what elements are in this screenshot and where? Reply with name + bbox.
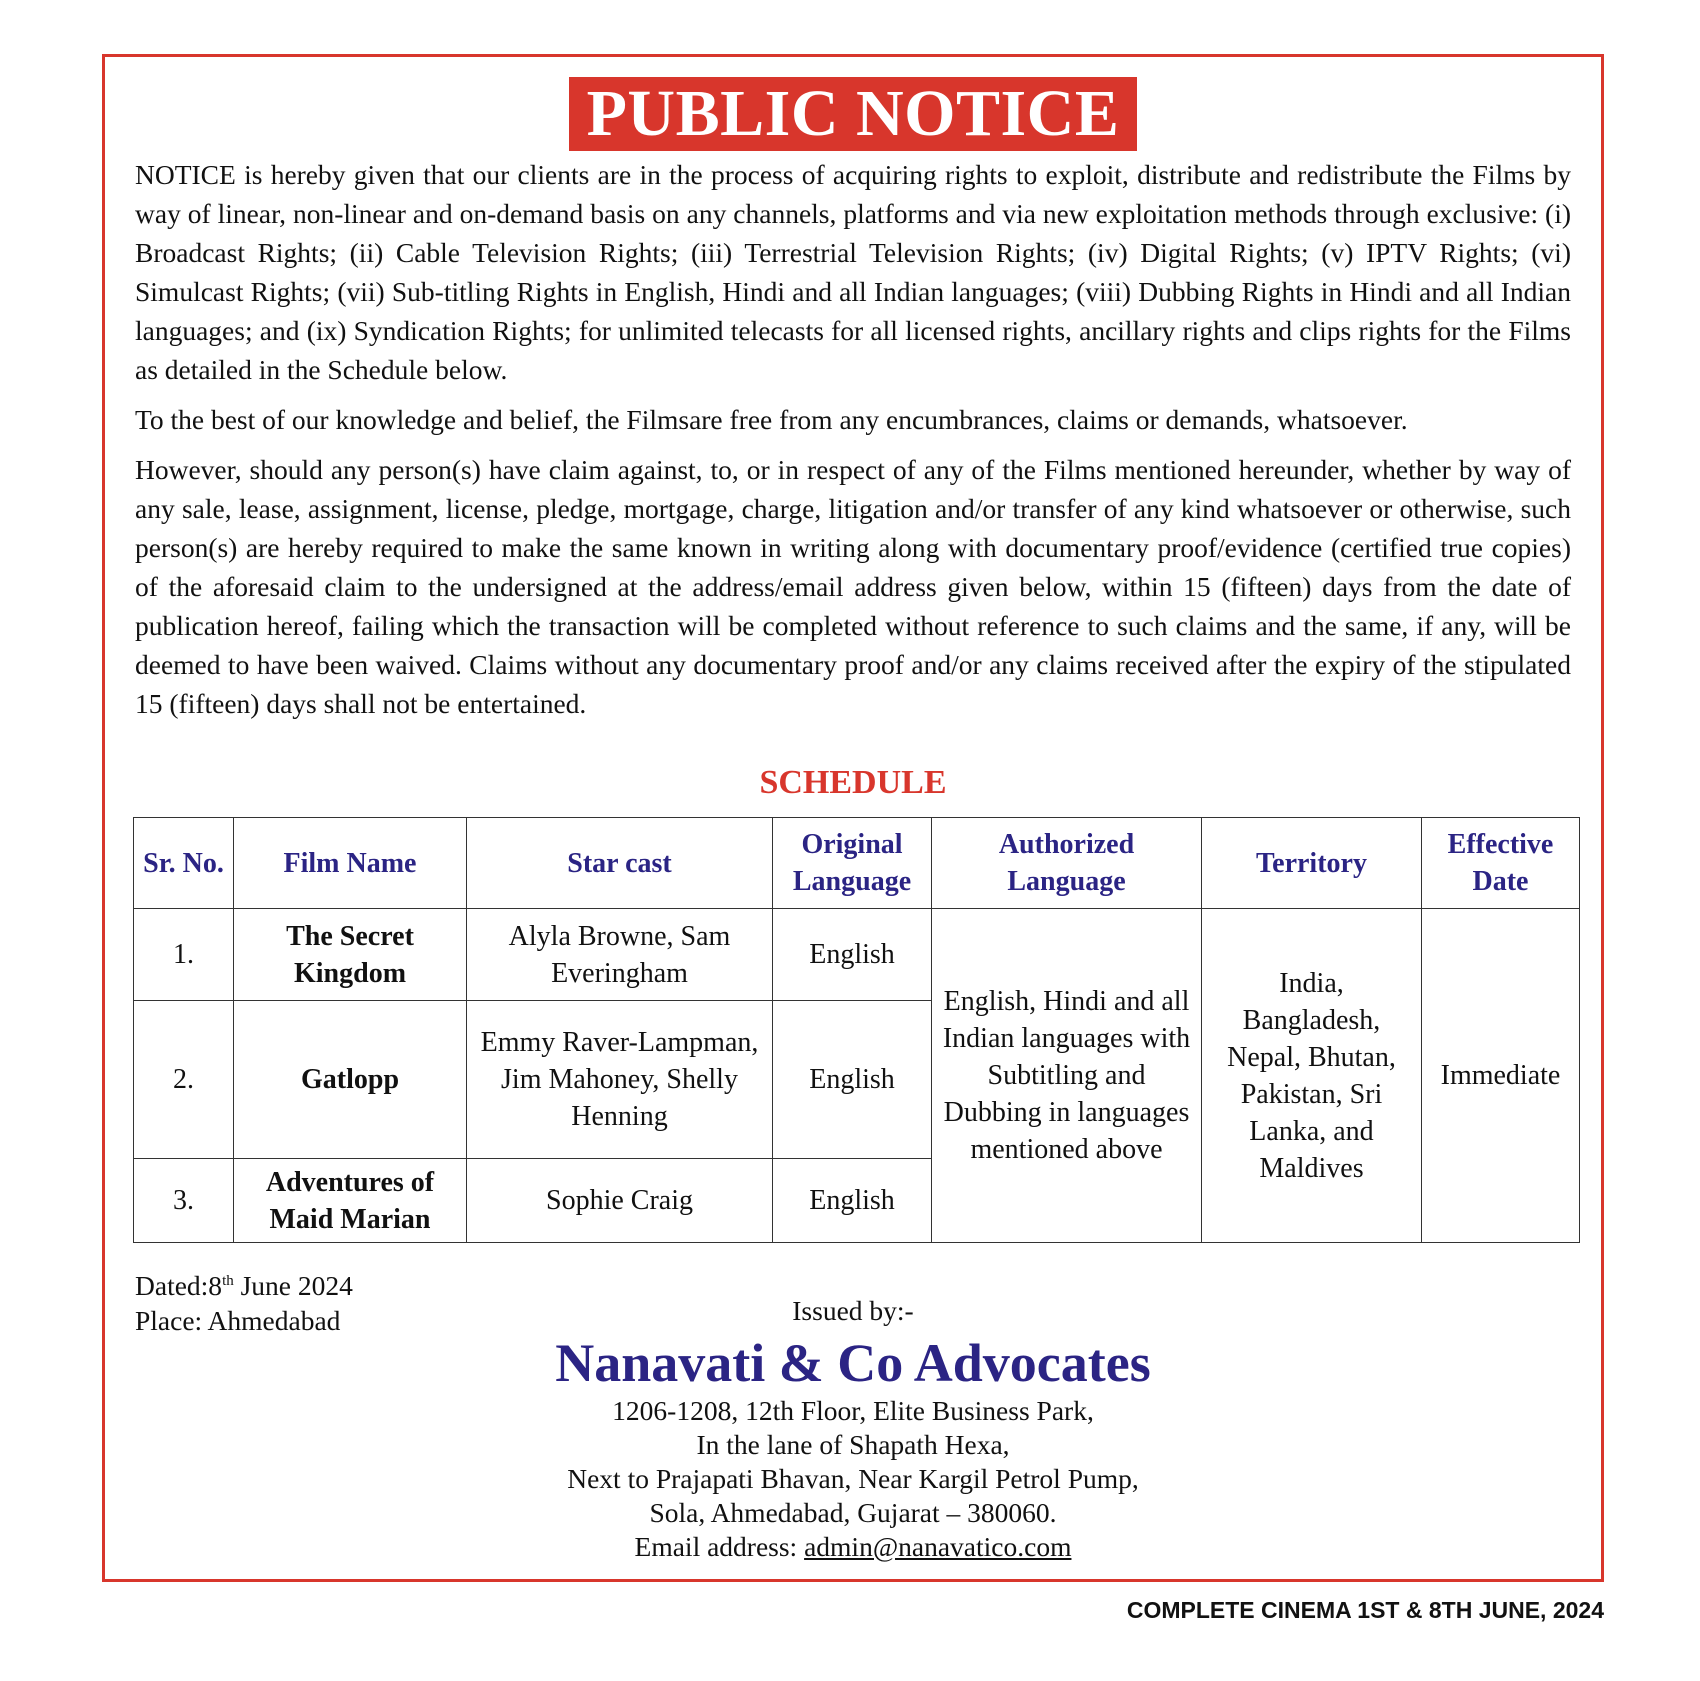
firm-name: Nanavati & Co Advocates bbox=[555, 1333, 1151, 1393]
cell-sr: 2. bbox=[134, 1001, 234, 1159]
cell-film-name: Gatlopp bbox=[234, 1001, 467, 1159]
email-line bbox=[105, 1530, 1601, 1564]
table-row bbox=[134, 909, 1580, 1001]
header-sr-no: Sr. No. bbox=[134, 818, 234, 909]
cell-original-language: English bbox=[773, 1159, 932, 1243]
header-star-cast: Star cast bbox=[467, 818, 773, 909]
cell-star-cast: Sophie Craig bbox=[467, 1159, 773, 1243]
header-film-name: Film Name bbox=[234, 818, 467, 909]
notice-title: PUBLIC NOTICE bbox=[569, 77, 1138, 151]
header-authorized-language: Authorized Language bbox=[932, 818, 1202, 909]
email-label: Email address: bbox=[634, 1531, 805, 1562]
cell-film-name: The Secret Kingdom bbox=[234, 909, 467, 1001]
notice-frame bbox=[102, 54, 1604, 1582]
header-territory: Territory bbox=[1202, 818, 1422, 909]
paragraph-rights: NOTICE is hereby given that our clients are in the process of acquiring rights to exploit, distribute and redistribute the Films by way of linear, non-linear and on-demand basis on any channels, platforms and via new exploitation methods through exclusive: (i) Broadcast Rights; (ii) Cable Television Rights; (iii) Terrestrial Television Rights; (iv) Digital Rights; (v) IPTV Rights; (vi) Simulcast Rights; (vii) Sub-titling Rights in English, Hindi and all Indian languages; (viii) Dubbing Rights in Hindi and all Indian languages; and (ix) Syndication Rights; for unlimited telecasts for all licensed rights, ancillary rights and clips rights for the Films as detailed in the Schedule below. bbox=[135, 159, 1571, 385]
address-line: Next to Prajapati Bhavan, Near Kargil Petrol Pump, bbox=[567, 1463, 1139, 1494]
dated-superscript: th bbox=[222, 1273, 234, 1289]
cell-film-name: Adventures of Maid Marian bbox=[234, 1159, 467, 1243]
header-effective-date: Effective Date bbox=[1422, 818, 1580, 909]
cell-original-language: English bbox=[773, 1001, 932, 1159]
issuer-block bbox=[105, 1294, 1601, 1564]
issued-by-label: Issued by:- bbox=[792, 1295, 914, 1326]
cell-effective-date: Immediate bbox=[1422, 909, 1580, 1243]
cell-star-cast: Alyla Browne, Sam Everingham bbox=[467, 909, 773, 1001]
place-line: Place: Ahmedabad bbox=[135, 1305, 341, 1337]
dated-prefix: Dated:8 bbox=[135, 1270, 223, 1302]
cell-star-cast: Emmy Raver-Lampman, Jim Mahoney, Shelly Henning bbox=[467, 1001, 773, 1159]
publication-footer: COMPLETE CINEMA 1ST & 8TH JUNE, 2024 bbox=[1126, 1597, 1604, 1623]
notice-body bbox=[135, 155, 1571, 734]
table-header-row bbox=[134, 818, 1580, 909]
paragraph-claims: However, should any person(s) have claim against, to, or in respect of any of the Films mentioned hereunder, whether by way of any sale, lease, assignment, license, pledge, mortgage, charge, litigation and/or transfer of any kind whatsoever or otherwise, such person(s) are hereby required to make the same known in writing along with documentary proof/evidence (certified true copies) of the aforesaid claim to the undersigned at the address/email address given below, within 15 (fifteen) days from the date of publication hereof, failing which the transaction will be completed without reference to such claims and the same, if any, will be deemed to have been waived. Claims without any documentary proof and/or any claims received after the expiry of the stipulated 15 (fifteen) days shall not be entertained. bbox=[135, 454, 1571, 719]
address-line: Sola, Ahmedabad, Gujarat – 380060. bbox=[649, 1497, 1057, 1528]
dated-suffix: June 2024 bbox=[233, 1270, 353, 1302]
cell-original-language: English bbox=[773, 909, 932, 1001]
cell-authorized-language: English, Hindi and all Indian languages with Subtitling and Dubbing in languages mentioned above bbox=[932, 909, 1202, 1243]
schedule-table bbox=[133, 817, 1580, 1243]
address-line: In the lane of Shapath Hexa, bbox=[696, 1429, 1010, 1460]
address-line: 1206-1208, 12th Floor, Elite Business Park, bbox=[612, 1395, 1094, 1426]
header-original-language: Original Language bbox=[773, 818, 932, 909]
email-link[interactable]: admin@nanavatico.com bbox=[804, 1531, 1072, 1562]
paragraph-belief: To the best of our knowledge and belief, the Filmsare free from any encumbrances, claims or demands, whatsoever. bbox=[135, 404, 1408, 435]
cell-territory: India, Bangladesh, Nepal, Bhutan, Pakistan, Sri Lanka, and Maldives bbox=[1202, 909, 1422, 1243]
cell-sr: 3. bbox=[134, 1159, 234, 1243]
cell-sr: 1. bbox=[134, 909, 234, 1001]
schedule-title: SCHEDULE bbox=[759, 764, 947, 801]
title-wrapper bbox=[105, 77, 1601, 151]
